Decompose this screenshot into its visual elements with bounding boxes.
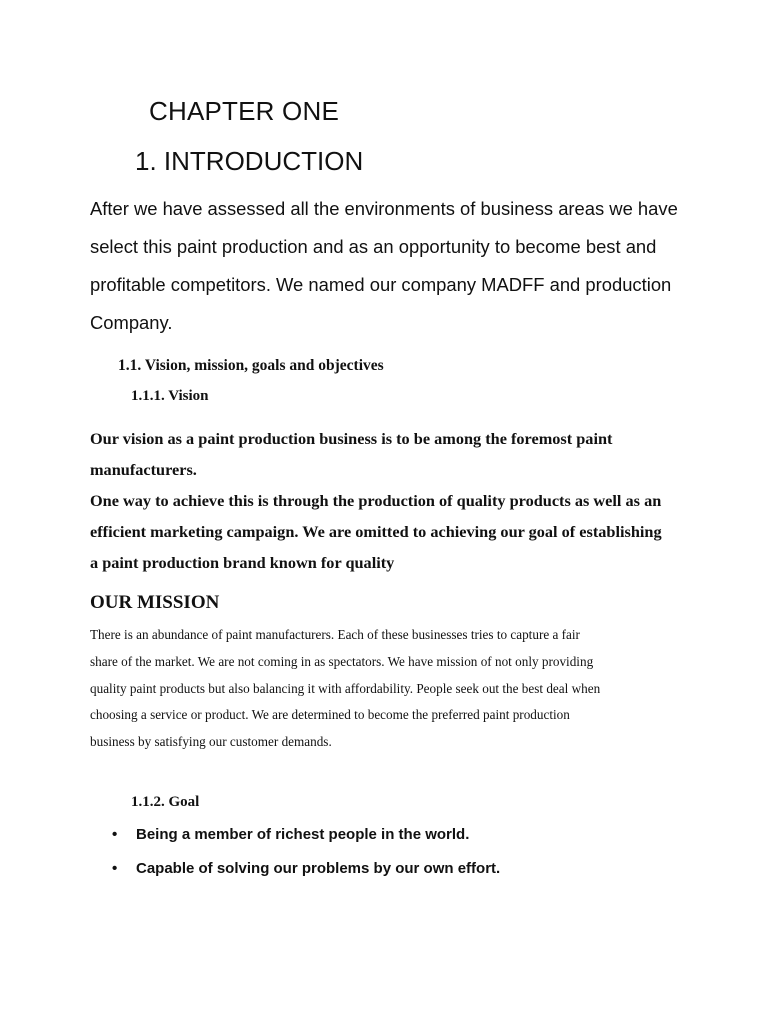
goal-text: Capable of solving our problems by our own effort. (136, 860, 501, 877)
introduction-heading: 1. INTRODUCTION (135, 146, 364, 176)
vision-line: efficient marketing campaign. We are omitted to achieving our goal of establishing (90, 522, 662, 541)
bullet-icon: • (112, 860, 118, 877)
mission-heading: OUR MISSION (90, 592, 220, 613)
goal-heading: 1.1.2. Goal (131, 794, 200, 810)
introduction-paragraph (90, 190, 690, 342)
introduction-line: Company. (90, 312, 173, 333)
vision-heading: 1.1.1. Vision (131, 388, 209, 404)
vision-paragraph (90, 423, 700, 578)
mission-line: business by satisfying our customer demands. (90, 734, 332, 750)
vision-line: One way to achieve this is through the production of quality products as well as an (90, 491, 662, 510)
goal-text: Being a member of richest people in the world. (136, 826, 470, 843)
mission-line: choosing a service or product. We are determined to become the preferred paint production (90, 707, 570, 723)
introduction-line: After we have assessed all the environments of business areas we have (90, 198, 678, 219)
mission-line: quality paint products but also balancing it with affordability. People seek out the best deal when (90, 680, 601, 696)
mission-line: There is an abundance of paint manufacturers. Each of these businesses tries to capture a fair (90, 627, 580, 642)
introduction-line: select this paint production and as an opportunity to become best and (90, 236, 657, 257)
mission-line: share of the market. We are not coming in as spectators. We have mission of not only providing (90, 653, 594, 669)
mission-paragraph (90, 622, 700, 756)
bullet-icon: • (112, 826, 118, 843)
vision-line: manufacturers. (90, 460, 197, 479)
introduction-line: profitable competitors. We named our company MADFF and production (90, 274, 672, 295)
chapter-title: CHAPTER ONE (149, 96, 340, 126)
vision-line: a paint production brand known for quality (90, 553, 395, 572)
section-heading: 1.1. Vision, mission, goals and objectives (118, 357, 384, 374)
vision-line: Our vision as a paint production business is to be among the foremost paint (90, 429, 613, 448)
